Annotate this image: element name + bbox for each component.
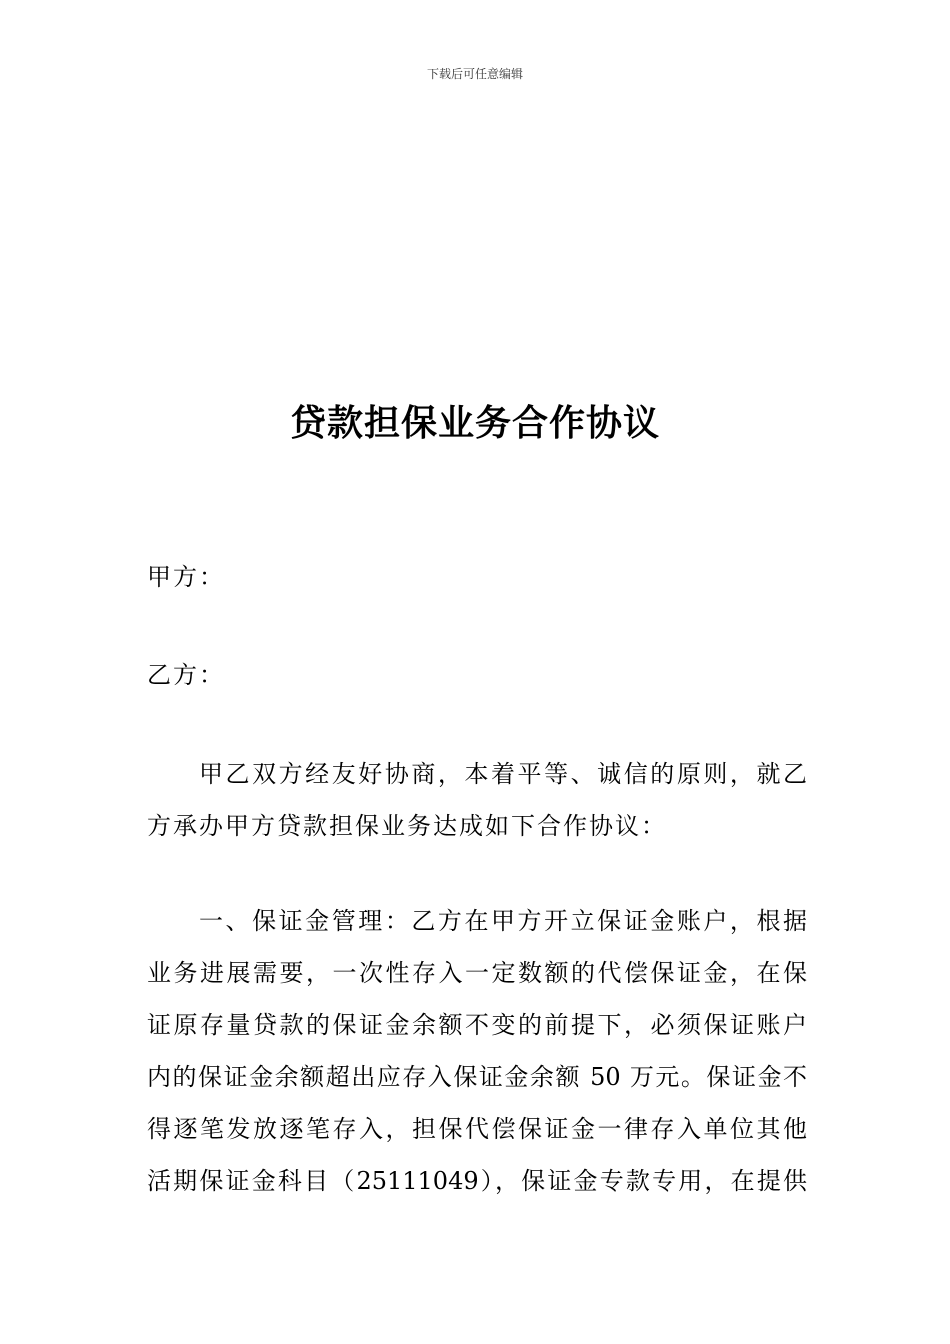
party-b-label: 乙方： [147, 661, 225, 689]
party-a-label: 甲方： [147, 563, 225, 591]
paragraph-line: 得逐笔发放逐笔存入，担保代偿保证金一律存入单位其他 [147, 1115, 807, 1143]
paragraph-line: 活期保证金科目（25111049），保证金专款专用，在提供 [147, 1167, 807, 1195]
paragraph-line: 甲乙双方经友好协商，本着平等、诚信的原则，就乙 [199, 760, 807, 788]
intro-paragraph [147, 748, 807, 852]
paragraph-line: 业务进展需要，一次性存入一定数额的代偿保证金，在保 [147, 959, 807, 987]
document-title: 贷款担保业务合作协议 [289, 402, 660, 444]
paragraph-line: 内的保证金余额超出应存入保证金余额 50 万元。保证金不 [147, 1063, 807, 1091]
paragraph-line: 一、保证金管理：乙方在甲方开立保证金账户，根据 [199, 907, 807, 935]
paragraph-line: 方承办甲方贷款担保业务达成如下合作协议： [147, 812, 667, 840]
clause-one-paragraph [147, 895, 807, 1207]
header-note: 下载后可任意编辑 [426, 67, 523, 81]
paragraph-line: 证原存量贷款的保证金余额不变的前提下，必须保证账户 [147, 1011, 807, 1039]
